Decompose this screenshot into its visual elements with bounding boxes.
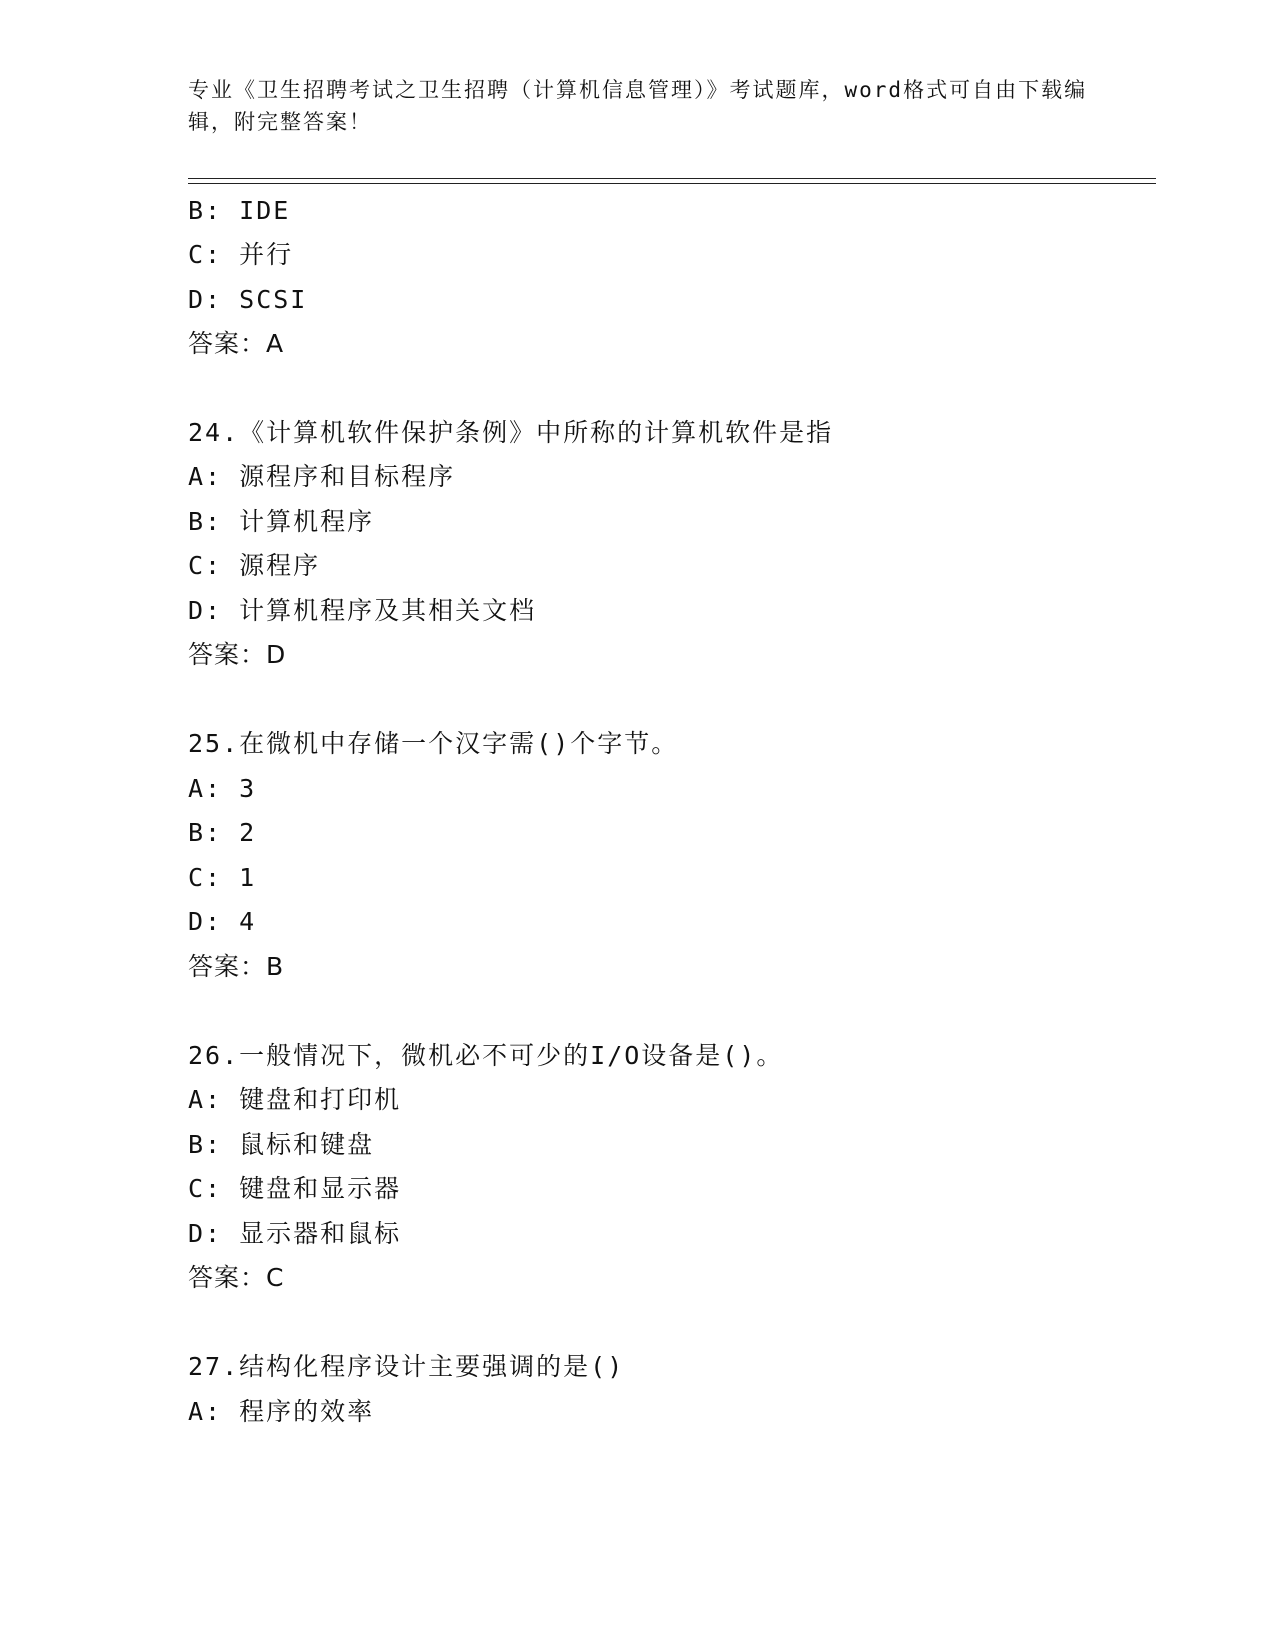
answer-line: 答案：D — [188, 640, 287, 669]
header-divider-top — [188, 178, 1156, 179]
question-27-stem: 27.结构化程序设计主要强调的是() — [188, 1352, 625, 1381]
option-b: B: IDE — [188, 196, 291, 225]
option-b: B: 2 — [188, 818, 257, 847]
option-a: A: 3 — [188, 774, 257, 803]
option-c: C: 1 — [188, 863, 257, 892]
option-b: B: 鼠标和键盘 — [188, 1130, 375, 1159]
question-26-stem: 26.一般情况下，微机必不可少的I/O设备是()。 — [188, 1041, 784, 1070]
option-a: A: 源程序和目标程序 — [188, 462, 456, 491]
option-c: C: 并行 — [188, 240, 294, 269]
answer-line: 答案：C — [188, 1263, 285, 1292]
option-a: A: 键盘和打印机 — [188, 1085, 402, 1114]
question-25-stem: 25.在微机中存储一个汉字需()个字节。 — [188, 729, 679, 758]
answer-line: 答案：B — [188, 952, 285, 981]
option-d: D: 计算机程序及其相关文档 — [188, 596, 537, 625]
option-a: A: 程序的效率 — [188, 1397, 375, 1426]
option-c: C: 源程序 — [188, 551, 321, 580]
option-b: B: 计算机程序 — [188, 507, 375, 536]
header-divider-bottom — [188, 183, 1156, 184]
question-24-stem: 24.《计算机软件保护条例》中所称的计算机软件是指 — [188, 418, 834, 447]
option-d: D: 4 — [188, 907, 257, 936]
option-c: C: 键盘和显示器 — [188, 1174, 402, 1203]
option-d: D: 显示器和鼠标 — [188, 1219, 402, 1248]
option-d: D: SCSI — [188, 285, 308, 314]
document-header: 专业《卫生招聘考试之卫生招聘（计算机信息管理）》考试题库，word格式可自由下载编辑，附完整答案！ — [188, 78, 1088, 134]
answer-line: 答案：A — [188, 329, 285, 358]
